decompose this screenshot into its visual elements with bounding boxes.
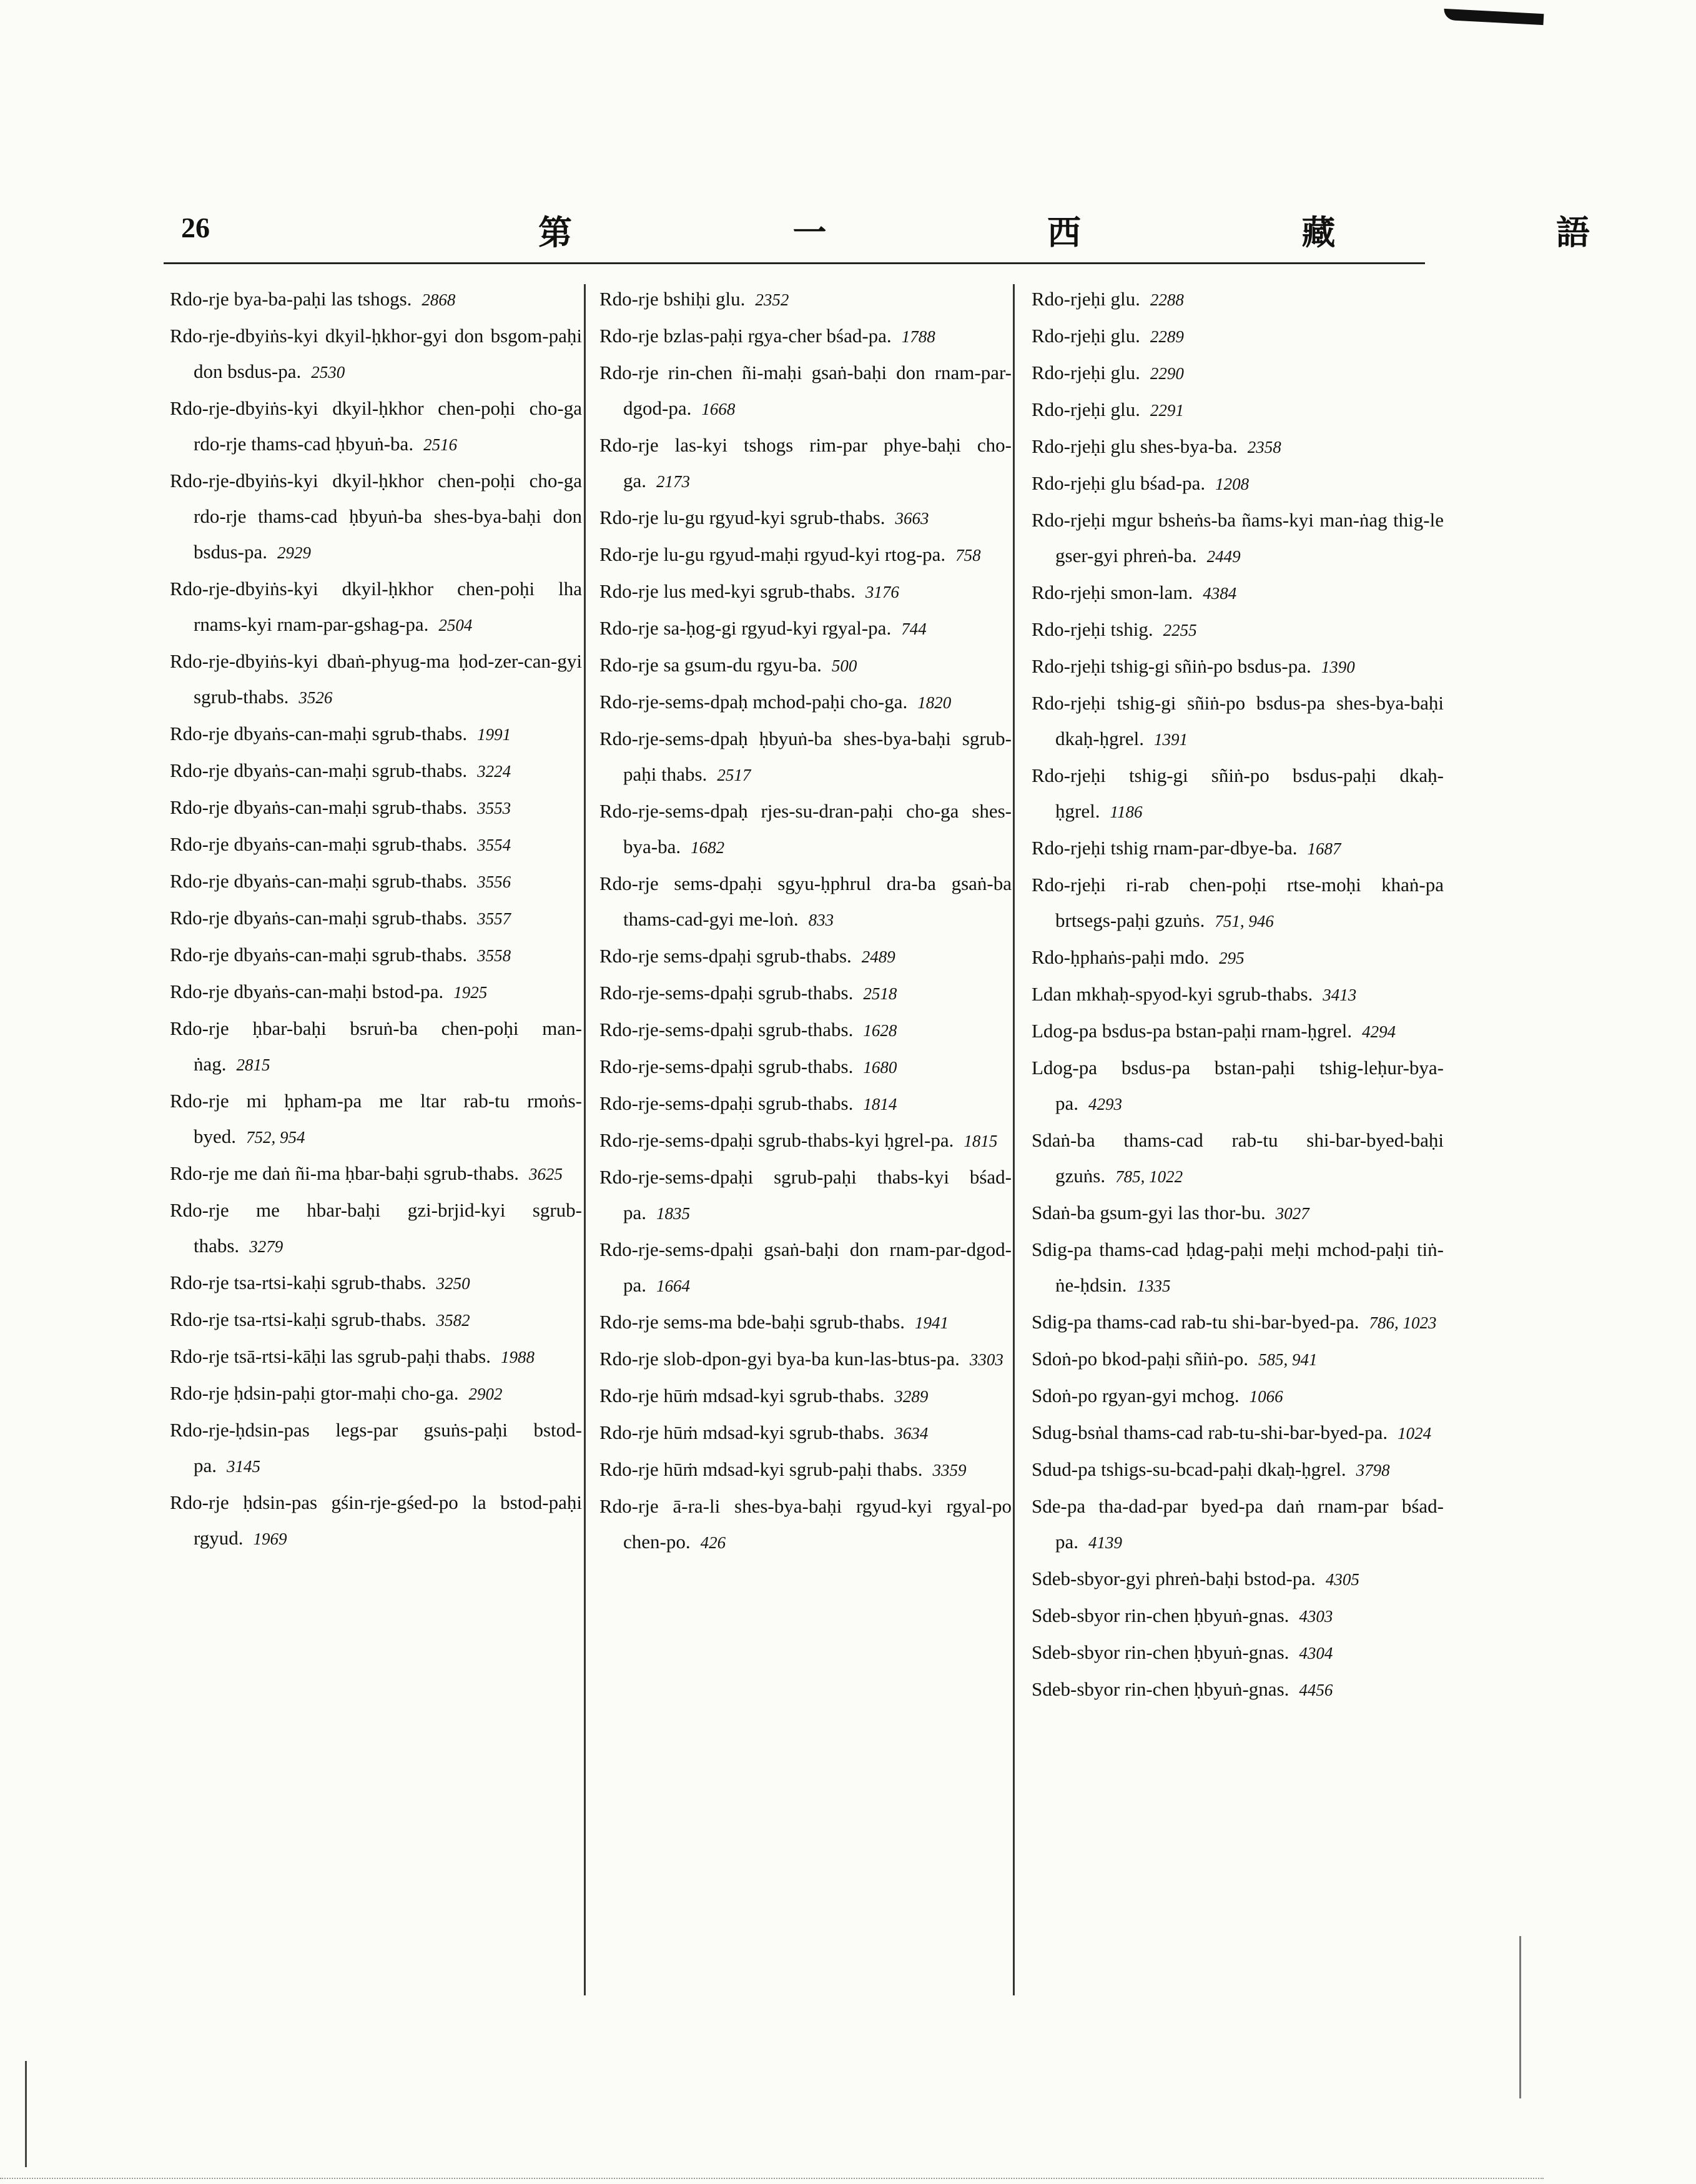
entry-title: Rdo-rjeḥi glu shes-bya-ba. <box>1032 435 1238 457</box>
index-entry <box>599 721 1012 793</box>
index-entry <box>170 1265 582 1302</box>
index-entry <box>1032 1488 1444 1561</box>
entry-title: Rdo-rje-dbyiṅs-kyi dkyil-ḥkhor chen-poḥi cho-ga rdo-rje thams-cad ḥbyuṅ-ba shes-bya-baḥi don bsdus-pa. <box>170 470 582 563</box>
entry-title: Rdo-rje tsā-rtsi-kāḥi las sgrub-paḥi thabs. <box>170 1345 491 1367</box>
entry-title: Sdaṅ-ba thams-cad rab-tu shi-bar-byed-baḥi gzuṅs. <box>1032 1129 1444 1187</box>
index-entry <box>599 500 1012 536</box>
entry-title: Ldog-pa bsdus-pa bstan-paḥi tshig-leḥur-bya-pa. <box>1032 1057 1444 1114</box>
index-entry <box>1032 611 1444 648</box>
entry-title: Rdo-rje slob-dpon-gyi bya-ba kun-las-btus-pa. <box>599 1348 960 1370</box>
entry-number: 500 <box>831 656 857 675</box>
index-entry <box>599 536 1012 573</box>
index-entry <box>1032 758 1444 830</box>
scan-bottom-edge <box>0 2178 1544 2180</box>
index-entry <box>170 281 582 318</box>
entry-number: 1390 <box>1321 658 1355 676</box>
index-entry <box>1032 685 1444 758</box>
entry-title: Rdo-rje dbyaṅs-can-maḥi sgrub-thabs. <box>170 833 468 855</box>
index-entry <box>599 647 1012 684</box>
entry-title: Sdug-bsṅal thams-cad rab-tu-shi-bar-byed-pa. <box>1032 1421 1388 1443</box>
entry-title: Rdo-rje hūṁ mdsad-kyi sgrub-paḥi thabs. <box>599 1458 923 1480</box>
entry-title: Rdo-rje me daṅ ñi-ma ḥbar-baḥi sgrub-thabs. <box>170 1162 519 1184</box>
entry-title: Rdo-rje hūṁ mdsad-kyi sgrub-thabs. <box>599 1385 885 1406</box>
index-entry <box>170 900 582 937</box>
index-entry <box>599 1122 1012 1159</box>
index-entry <box>599 281 1012 318</box>
index-entry <box>1032 976 1444 1013</box>
entry-title: Sdeb-sbyor-gyi phreṅ-baḥi bstod-pa. <box>1032 1568 1316 1589</box>
index-entry <box>599 1378 1012 1415</box>
entry-title: Sdeb-sbyor rin-chen ḥbyuṅ-gnas. <box>1032 1604 1289 1626</box>
entry-number: 1024 <box>1398 1424 1432 1443</box>
entry-title: Rdo-rje mi ḥpham-pa me ltar rab-tu rmoṅs-byed. <box>170 1090 582 1147</box>
entry-number: 3224 <box>477 762 511 781</box>
entry-title: Sdeb-sbyor rin-chen ḥbyuṅ-gnas. <box>1032 1678 1289 1700</box>
index-entry <box>170 826 582 863</box>
entry-number: 4304 <box>1299 1644 1333 1663</box>
index-entry <box>170 1485 582 1557</box>
entry-title: Rdo-rje sa gsum-du rgyu-ba. <box>599 654 822 676</box>
index-entry <box>1032 281 1444 318</box>
index-entry <box>599 1451 1012 1488</box>
index-entry <box>1032 428 1444 465</box>
entry-title: Rdo-rje-sems-dpaḥi sgrub-thabs. <box>599 982 854 1004</box>
entry-number: 3556 <box>477 872 511 891</box>
column-divider <box>1013 284 1015 1995</box>
index-entry <box>1032 575 1444 611</box>
entry-number: 3557 <box>477 909 511 928</box>
index-entry <box>599 793 1012 866</box>
index-entry <box>599 1415 1012 1451</box>
index-entry <box>170 1010 582 1083</box>
entry-title: Rdo-rje dbyaṅs-can-maḥi sgrub-thabs. <box>170 907 468 929</box>
entry-title: Rdo-rje sa-ḥog-gi rgyud-kyi rgyal-pa. <box>599 617 892 639</box>
entry-number: 4294 <box>1362 1022 1396 1041</box>
entry-title: Rdo-rje ḥdsin-pas gśin-rje-gśed-po la bstod-paḥi rgyud. <box>170 1491 582 1549</box>
entry-number: 2815 <box>236 1055 270 1074</box>
scan-edge-line <box>1519 1936 1521 2098</box>
entry-title: Ldan mkhaḥ-spyod-kyi sgrub-thabs. <box>1032 983 1313 1005</box>
index-entry <box>1032 648 1444 685</box>
entry-title: Rdo-rje dbyaṅs-can-maḥi sgrub-thabs. <box>170 759 468 781</box>
entry-title: Ldog-pa bsdus-pa bstan-paḥi rnam-ḥgrel. <box>1032 1020 1353 1042</box>
entry-number: 2255 <box>1163 621 1197 640</box>
entry-number: 2290 <box>1150 364 1184 383</box>
entry-title: Sdud-pa tshigs-su-bcad-paḥi dkaḥ-ḥgrel. <box>1032 1458 1346 1480</box>
index-entry <box>599 1232 1012 1304</box>
entry-title: Sdig-pa thams-cad rab-tu shi-bar-byed-pa. <box>1032 1311 1359 1333</box>
index-entry <box>599 866 1012 938</box>
index-entry <box>1032 1378 1444 1415</box>
index-entry <box>1032 939 1444 976</box>
entry-number: 1664 <box>656 1277 691 1295</box>
index-entry <box>170 318 582 390</box>
entry-number: 1925 <box>453 983 488 1002</box>
entry-title: Rdo-rje bshiḥi glu. <box>599 288 746 310</box>
index-entry <box>599 427 1012 500</box>
index-entry <box>170 643 582 716</box>
entry-title: Rdo-rje tsa-rtsi-kaḥi sgrub-thabs. <box>170 1272 426 1293</box>
entry-title: Rdo-rje-sems-dpaḥ ḥbyuṅ-ba shes-bya-baḥi sgrub-paḥi thabs. <box>599 728 1012 785</box>
index-entry <box>599 610 1012 647</box>
entry-title: Rdo-rje-ḥdsin-pas legs-par gsuṅs-paḥi bstod-pa. <box>170 1419 582 1476</box>
index-entry <box>170 1302 582 1338</box>
header-rule <box>164 262 1425 264</box>
entry-number: 2291 <box>1150 401 1184 420</box>
entry-number: 3663 <box>895 509 929 528</box>
entry-number: 3798 <box>1356 1461 1390 1480</box>
entry-title: Sde-pa tha-dad-par byed-pa daṅ rnam-par bśad-pa. <box>1032 1495 1444 1553</box>
entry-number: 1208 <box>1215 475 1250 493</box>
entry-number: 1835 <box>656 1204 691 1223</box>
entry-number: 758 <box>955 546 981 565</box>
entry-number: 4293 <box>1088 1095 1123 1114</box>
entry-title: Sdaṅ-ba gsum-gyi las thor-bu. <box>1032 1202 1266 1223</box>
entry-number: 2929 <box>277 543 311 562</box>
entry-number: 4139 <box>1088 1533 1123 1552</box>
entry-title: Rdo-rje sems-dpaḥi sgyu-ḥphrul dra-ba gsaṅ-ba thams-cad-gyi me-loṅ. <box>599 872 1012 930</box>
entry-title: Rdo-rje bya-ba-paḥi las tshogs. <box>170 288 412 310</box>
index-entry <box>1032 1122 1444 1195</box>
index-entry <box>1032 1341 1444 1378</box>
page-number: 26 <box>181 212 210 244</box>
entry-number: 4456 <box>1299 1681 1333 1699</box>
entry-number: 1941 <box>915 1313 949 1332</box>
entry-number: 2902 <box>468 1385 503 1403</box>
entry-number: 3176 <box>865 583 899 601</box>
entry-number: 3526 <box>298 688 333 707</box>
index-entry <box>1032 502 1444 575</box>
entry-number: 752, 954 <box>246 1128 305 1147</box>
entry-number: 833 <box>808 911 834 929</box>
entry-title: Rdo-rjeḥi tshig-gi sñiṅ-po bsdus-paḥi dkaḥ-ḥgrel. <box>1032 764 1444 822</box>
index-entry <box>1032 1232 1444 1304</box>
index-entry <box>599 1085 1012 1122</box>
entry-title: Rdo-rjeḥi tshig rnam-par-dbye-ba. <box>1032 837 1298 859</box>
index-entry <box>1032 1013 1444 1050</box>
index-entry <box>1032 867 1444 939</box>
entry-title: Rdo-rje ḥbar-baḥi bsruṅ-ba chen-poḥi man-ṅag. <box>170 1017 582 1075</box>
entry-title: Rdo-rje lus med-kyi sgrub-thabs. <box>599 580 855 602</box>
entry-title: Rdo-rje dbyaṅs-can-maḥi sgrub-thabs. <box>170 796 468 818</box>
index-entry <box>1032 465 1444 502</box>
index-entry <box>170 789 582 826</box>
index-entry <box>170 390 582 463</box>
entry-number: 1988 <box>500 1348 535 1366</box>
entry-title: Rdo-rje sems-ma bde-baḥi sgrub-thabs. <box>599 1311 905 1333</box>
entry-number: 744 <box>901 620 927 638</box>
entry-number: 2868 <box>422 290 456 309</box>
entry-title: Rdo-rje-dbyiṅs-kyi dkyil-ḥkhor-gyi don bsgom-paḥi don bsdus-pa. <box>170 325 582 382</box>
entry-title: Rdo-rjeḥi mgur bsheṅs-ba ñams-kyi man-ṅag thig-le gser-gyi phreṅ-ba. <box>1032 509 1444 566</box>
entry-title: Sdoṅ-po bkod-paḥi sñiṅ-po. <box>1032 1348 1249 1370</box>
entry-title: Rdo-rje hūṁ mdsad-kyi sgrub-thabs. <box>599 1421 885 1443</box>
entry-number: 1186 <box>1110 803 1143 821</box>
entry-title: Sdig-pa thams-cad ḥdag-paḥi meḥi mchod-paḥi tiṅ-ṅe-ḥdsin. <box>1032 1238 1444 1296</box>
entry-number: 1680 <box>863 1058 897 1077</box>
entry-number: 4305 <box>1325 1570 1359 1589</box>
entry-number: 1668 <box>701 400 736 418</box>
entry-number: 1066 <box>1249 1387 1283 1406</box>
entry-title: Rdo-rjeḥi tshig. <box>1032 618 1153 640</box>
entry-title: Rdo-rje-sems-dpaḥ mchod-paḥi cho-ga. <box>599 691 908 713</box>
entry-number: 1820 <box>917 693 952 712</box>
index-entry <box>170 1412 582 1485</box>
entry-number: 2516 <box>423 435 458 454</box>
entry-number: 2504 <box>438 616 473 635</box>
index-column-3 <box>1032 281 1444 1708</box>
index-entry <box>1032 1304 1444 1341</box>
entry-title: Rdo-rje sems-dpaḥi sgrub-thabs. <box>599 945 852 967</box>
entry-number: 2289 <box>1150 327 1184 346</box>
entry-number: 1391 <box>1154 730 1188 749</box>
entry-number: 3413 <box>1323 986 1357 1004</box>
entry-number: 2449 <box>1206 547 1241 566</box>
entry-title: Rdo-rjeḥi glu. <box>1032 398 1140 420</box>
scan-edge-line <box>25 2061 27 2167</box>
entry-number: 3289 <box>894 1387 929 1406</box>
index-entry <box>599 1304 1012 1341</box>
entry-number: 3558 <box>477 946 511 965</box>
entry-number: 4303 <box>1299 1607 1333 1626</box>
entry-number: 2517 <box>717 766 751 784</box>
index-entry <box>170 974 582 1010</box>
entry-title: Rdo-rje me hbar-baḥi gzi-brjid-kyi sgrub-thabs. <box>170 1199 582 1257</box>
index-entry <box>599 975 1012 1012</box>
entry-number: 3027 <box>1275 1204 1309 1223</box>
entry-title: Rdo-rje lu-gu rgyud-maḥi rgyud-kyi rtog-pa. <box>599 543 946 565</box>
entry-title: Rdo-rje-sems-dpaḥi gsaṅ-baḥi don rnam-par-dgod-pa. <box>599 1238 1012 1296</box>
index-column-2 <box>599 281 1012 1561</box>
entry-title: Rdo-rjeḥi glu. <box>1032 325 1140 347</box>
index-entry <box>599 573 1012 610</box>
entry-title: Rdo-rjeḥi smon-lam. <box>1032 581 1193 603</box>
index-entry <box>170 1155 582 1192</box>
entry-number: 2530 <box>311 363 345 382</box>
entry-number: 3582 <box>436 1311 470 1330</box>
entry-title: Rdo-rjeḥi glu. <box>1032 362 1140 383</box>
index-entry <box>599 1341 1012 1378</box>
running-title: 第 一 西 藏 語 <box>538 214 1696 252</box>
index-entry <box>170 1375 582 1412</box>
entry-title: Rdo-rje rin-chen ñi-maḥi gsaṅ-baḥi don rnam-par-dgod-pa. <box>599 362 1012 419</box>
entry-number: 1628 <box>863 1021 897 1040</box>
entry-number: 3279 <box>249 1237 283 1256</box>
entry-number: 2173 <box>656 472 691 491</box>
index-entry <box>1032 392 1444 428</box>
index-entry <box>1032 1050 1444 1122</box>
entry-number: 585, 941 <box>1258 1350 1318 1369</box>
entry-title: Rdo-ḥphaṅs-paḥi mdo. <box>1032 946 1210 968</box>
index-entry <box>1032 830 1444 867</box>
entry-number: 426 <box>700 1533 726 1552</box>
index-entry <box>1032 1415 1444 1451</box>
index-entry <box>599 684 1012 721</box>
entry-number: 785, 1022 <box>1115 1167 1183 1186</box>
scan-edge-mark <box>1444 9 1544 25</box>
entry-number: 3359 <box>932 1461 967 1480</box>
entry-number: 2489 <box>861 947 895 966</box>
entry-title: Rdo-rje-sems-dpaḥi sgrub-thabs. <box>599 1019 854 1040</box>
entry-title: Rdo-rje las-kyi tshogs rim-par phye-baḥi cho-ga. <box>599 434 1012 492</box>
entry-title: Rdo-rjeḥi glu bśad-pa. <box>1032 472 1206 494</box>
index-entry <box>599 1049 1012 1085</box>
entry-number: 2358 <box>1247 438 1281 457</box>
index-entry <box>170 571 582 643</box>
index-entry <box>170 716 582 753</box>
entry-title: Rdo-rje-dbyiṅs-kyi dbaṅ-phyug-ma ḥod-zer-can-gyi sgrub-thabs. <box>170 650 582 708</box>
entry-number: 751, 946 <box>1215 912 1274 931</box>
entry-title: Rdo-rje-sems-dpaḥi sgrub-paḥi thabs-kyi bśad-pa. <box>599 1166 1012 1223</box>
index-entry <box>599 318 1012 355</box>
entry-number: 3250 <box>436 1274 470 1293</box>
index-entry <box>1032 1634 1444 1671</box>
page-header <box>164 206 1696 256</box>
index-entry <box>170 753 582 789</box>
index-entry <box>170 863 582 900</box>
entry-number: 1335 <box>1136 1277 1171 1295</box>
entry-title: Sdeb-sbyor rin-chen ḥbyuṅ-gnas. <box>1032 1641 1289 1663</box>
index-entry <box>170 1083 582 1155</box>
entry-title: Rdo-rjeḥi ri-rab chen-poḥi rtse-moḥi khaṅ-pa brtsegs-paḥi gzuṅs. <box>1032 874 1444 931</box>
entry-title: Rdo-rje-dbyiṅs-kyi dkyil-ḥkhor chen-poḥi cho-ga rdo-rje thams-cad ḥbyuṅ-ba. <box>170 397 582 455</box>
entry-title: Rdo-rje-sems-dpaḥi sgrub-thabs. <box>599 1092 854 1114</box>
index-entry <box>599 1488 1012 1561</box>
entry-title: Rdo-rjeḥi tshig-gi sñiṅ-po bsdus-pa shes-bya-baḥi dkaḥ-ḥgrel. <box>1032 692 1444 749</box>
entry-title: Rdo-rje lu-gu rgyud-kyi sgrub-thabs. <box>599 506 885 528</box>
column-divider <box>584 284 586 1995</box>
entry-number: 1969 <box>253 1529 287 1548</box>
entry-number: 1788 <box>901 327 935 346</box>
entry-number: 2518 <box>863 984 897 1003</box>
index-entry <box>599 1159 1012 1232</box>
entry-number: 1815 <box>964 1132 998 1150</box>
entry-number: 786, 1023 <box>1369 1313 1437 1332</box>
index-entry <box>1032 1671 1444 1708</box>
index-entry <box>599 938 1012 975</box>
entry-number: 295 <box>1219 949 1245 967</box>
entry-number: 1991 <box>477 725 511 744</box>
index-entry <box>599 355 1012 427</box>
entry-number: 3554 <box>477 836 511 854</box>
entry-title: Rdo-rje-sems-dpaḥi sgrub-thabs-kyi ḥgrel-pa. <box>599 1129 954 1151</box>
entry-number: 3303 <box>969 1350 1003 1369</box>
index-entry <box>1032 355 1444 392</box>
entry-title: Rdo-rje-sems-dpaḥ rjes-su-dran-paḥi cho-ga shes-bya-ba. <box>599 800 1012 857</box>
index-entry <box>170 463 582 571</box>
entry-title: Sdoṅ-po rgyan-gyi mchog. <box>1032 1385 1240 1406</box>
entry-number: 3553 <box>477 799 511 818</box>
index-entry <box>1032 318 1444 355</box>
entry-title: Rdo-rje dbyaṅs-can-maḥi bstod-pa. <box>170 981 444 1002</box>
index-entry <box>170 1338 582 1375</box>
index-entry <box>170 937 582 974</box>
entry-title: Rdo-rje ḥdsin-paḥi gtor-maḥi cho-ga. <box>170 1382 459 1404</box>
entry-number: 3145 <box>227 1457 261 1476</box>
index-entry <box>1032 1598 1444 1634</box>
index-entry <box>1032 1451 1444 1488</box>
entry-number: 1814 <box>863 1095 897 1114</box>
entry-title: Rdo-rje dbyaṅs-can-maḥi sgrub-thabs. <box>170 944 468 966</box>
index-entry <box>170 1192 582 1265</box>
index-column-1 <box>170 281 582 1557</box>
entry-title: Rdo-rje tsa-rtsi-kaḥi sgrub-thabs. <box>170 1308 426 1330</box>
entry-number: 3625 <box>528 1165 563 1183</box>
index-entry <box>1032 1195 1444 1232</box>
entry-number: 2288 <box>1150 290 1184 309</box>
entry-title: Rdo-rje ā-ra-li shes-bya-baḥi rgyud-kyi rgyal-po chen-po. <box>599 1495 1012 1553</box>
entry-number: 2352 <box>755 290 789 309</box>
entry-title: Rdo-rje dbyaṅs-can-maḥi sgrub-thabs. <box>170 723 468 744</box>
entry-title: Rdo-rje-sems-dpaḥi sgrub-thabs. <box>599 1055 854 1077</box>
entry-title: Rdo-rje bzlas-paḥi rgya-cher bśad-pa. <box>599 325 892 347</box>
entry-number: 1682 <box>691 838 725 857</box>
entry-title: Rdo-rjeḥi tshig-gi sñiṅ-po bsdus-pa. <box>1032 655 1311 677</box>
entry-number: 1687 <box>1307 839 1341 858</box>
entry-title: Rdo-rje-dbyiṅs-kyi dkyil-ḥkhor chen-poḥi lha rnams-kyi rnam-par-gshag-pa. <box>170 578 582 635</box>
entry-number: 4384 <box>1203 584 1237 603</box>
entry-title: Rdo-rje dbyaṅs-can-maḥi sgrub-thabs. <box>170 870 468 892</box>
entry-title: Rdo-rjeḥi glu. <box>1032 288 1140 310</box>
entry-number: 3634 <box>894 1424 929 1443</box>
index-entry <box>599 1012 1012 1049</box>
index-entry <box>1032 1561 1444 1598</box>
